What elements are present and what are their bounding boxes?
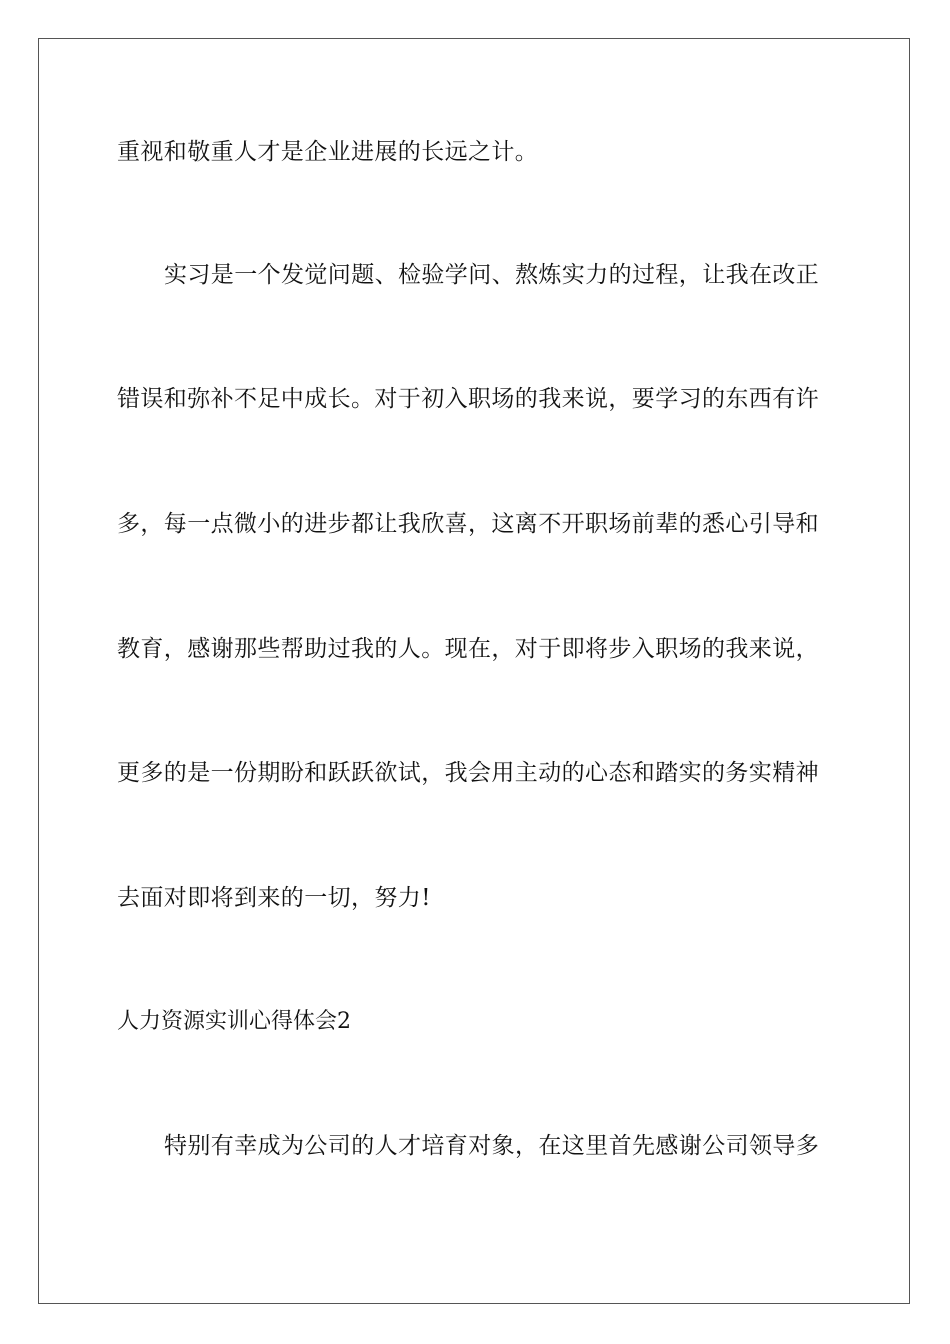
text-line-1: 重视和敬重人才是企业进展的长远之计。 <box>117 139 539 165</box>
page-border <box>38 38 910 1304</box>
section-heading: 人力资源实训心得体会2 <box>117 1009 351 1034</box>
text-line-8: 特别有幸成为公司的人才培育对象，在这里首先感谢公司领导多 <box>164 1133 820 1159</box>
text-line-4: 多，每一点微小的进步都让我欣喜，这离不开职场前辈的悉心引导和 <box>117 511 819 537</box>
text-line-6: 更多的是一份期盼和跃跃欲试，我会用主动的心态和踏实的务实精神 <box>117 760 819 786</box>
text-line-5: 教育，感谢那些帮助过我的人。现在，对于即将步入职场的我来说， <box>117 636 819 662</box>
text-line-3: 错误和弥补不足中成长。对于初入职场的我来说，要学习的东西有许 <box>117 386 819 412</box>
text-line-2: 实习是一个发觉问题、检验学问、熬炼实力的过程，让我在改正 <box>164 262 820 288</box>
text-line-7: 去面对即将到来的一切，努力! <box>117 885 431 911</box>
